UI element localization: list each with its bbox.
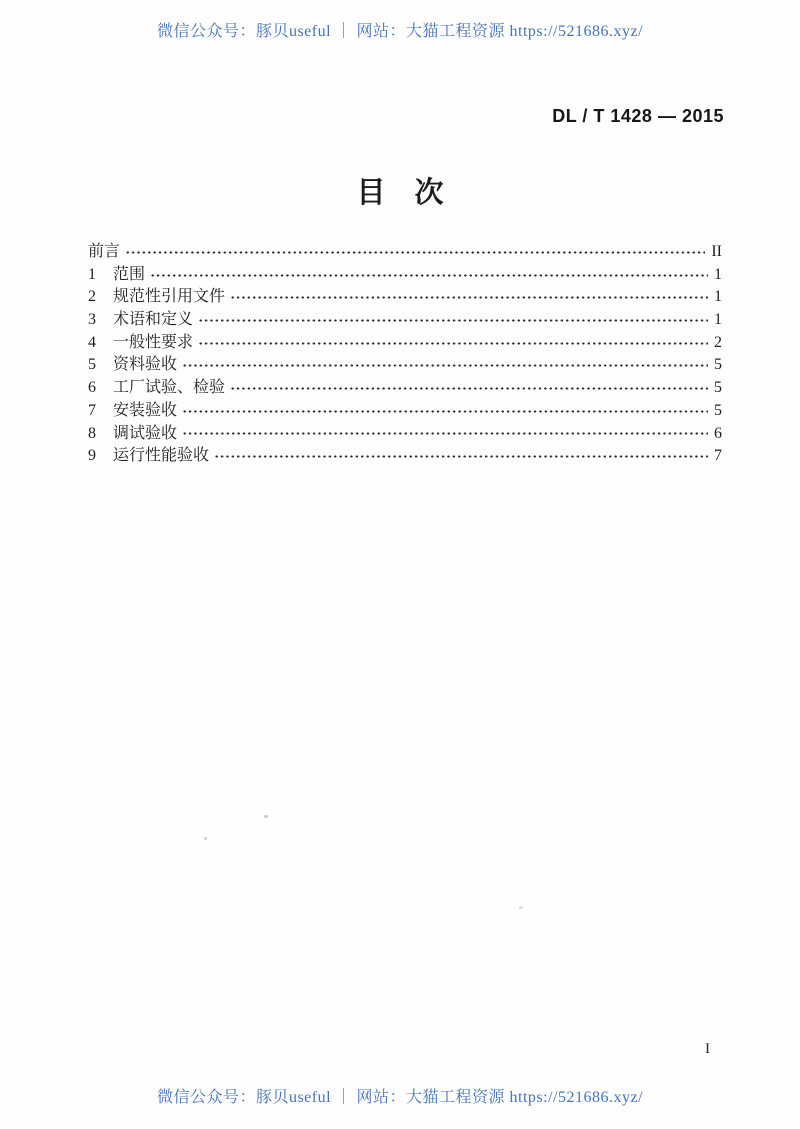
toc-item-title: 术语和定义: [113, 311, 194, 329]
toc-row: [88, 309, 722, 332]
table-of-contents: [88, 241, 722, 468]
toc-item-title: 资料验收: [113, 356, 178, 374]
dot-leader: [150, 273, 708, 278]
dot-leader: [182, 409, 708, 414]
dot-leader: [182, 431, 708, 436]
dot-leader: [230, 295, 708, 300]
toc-item-title: 运行性能验收: [113, 447, 210, 465]
toc-item-number: 4: [88, 333, 96, 351]
page-title: 目 次: [356, 177, 444, 209]
toc-item-page: 7: [714, 447, 722, 465]
toc-item-page: 1: [714, 288, 722, 306]
toc-item-title: 工厂试验、检验: [113, 379, 226, 397]
scan-speck: [519, 906, 523, 909]
toc-item-title: 前言: [88, 243, 121, 260]
toc-item-title: 范围: [113, 265, 146, 283]
bottom-watermark: 微信公众号：豚贝useful ｜ 网站：大猫工程资源 https://521686.xyz/: [156, 1089, 644, 1106]
toc-item-page: 2: [714, 333, 722, 351]
scan-speck: [204, 837, 207, 840]
toc-item-page: 5: [714, 356, 722, 374]
toc-item-number: 2: [88, 288, 96, 306]
toc-row: [88, 264, 722, 287]
top-watermark: 微信公众号：豚贝useful ｜ 网站：大猫工程资源 https://521686.xyz/: [156, 23, 644, 40]
toc-row: [88, 423, 722, 446]
scan-speck: [264, 815, 268, 818]
toc-item-title: 安装验收: [113, 401, 178, 419]
doc-number: DL / T 1428 — 2015: [552, 106, 724, 126]
toc-item-title: 调试验收: [113, 424, 178, 442]
toc-item-title: 一般性要求: [113, 333, 194, 351]
dot-leader: [198, 318, 708, 323]
toc-item-number: 9: [88, 447, 96, 465]
toc-item-page: 6: [714, 424, 722, 442]
folio-page-number: I: [705, 1041, 710, 1057]
toc-item-title: 规范性引用文件: [113, 288, 226, 306]
dot-leader: [182, 363, 708, 368]
toc-item-number: 3: [88, 311, 96, 329]
toc-row: [88, 400, 722, 423]
toc-item-number: 5: [88, 356, 96, 374]
toc-item-page: 1: [714, 265, 722, 283]
dot-leader: [125, 250, 705, 255]
dot-leader: [230, 386, 708, 391]
toc-item-number: 8: [88, 424, 96, 442]
toc-row: [88, 286, 722, 309]
toc-row: [88, 332, 722, 355]
dot-leader: [214, 454, 708, 459]
toc-row: [88, 241, 722, 264]
dot-leader: [198, 341, 708, 346]
toc-item-number: 6: [88, 379, 96, 397]
toc-item-page: 1: [714, 311, 722, 329]
toc-item-page: 5: [714, 401, 722, 419]
toc-item-number: 1: [88, 265, 96, 283]
toc-row: [88, 445, 722, 468]
toc-row: [88, 377, 722, 400]
toc-item-page: 5: [714, 379, 722, 397]
toc-row: [88, 354, 722, 377]
toc-item-number: 7: [88, 401, 96, 419]
toc-item-page: II: [711, 243, 722, 260]
